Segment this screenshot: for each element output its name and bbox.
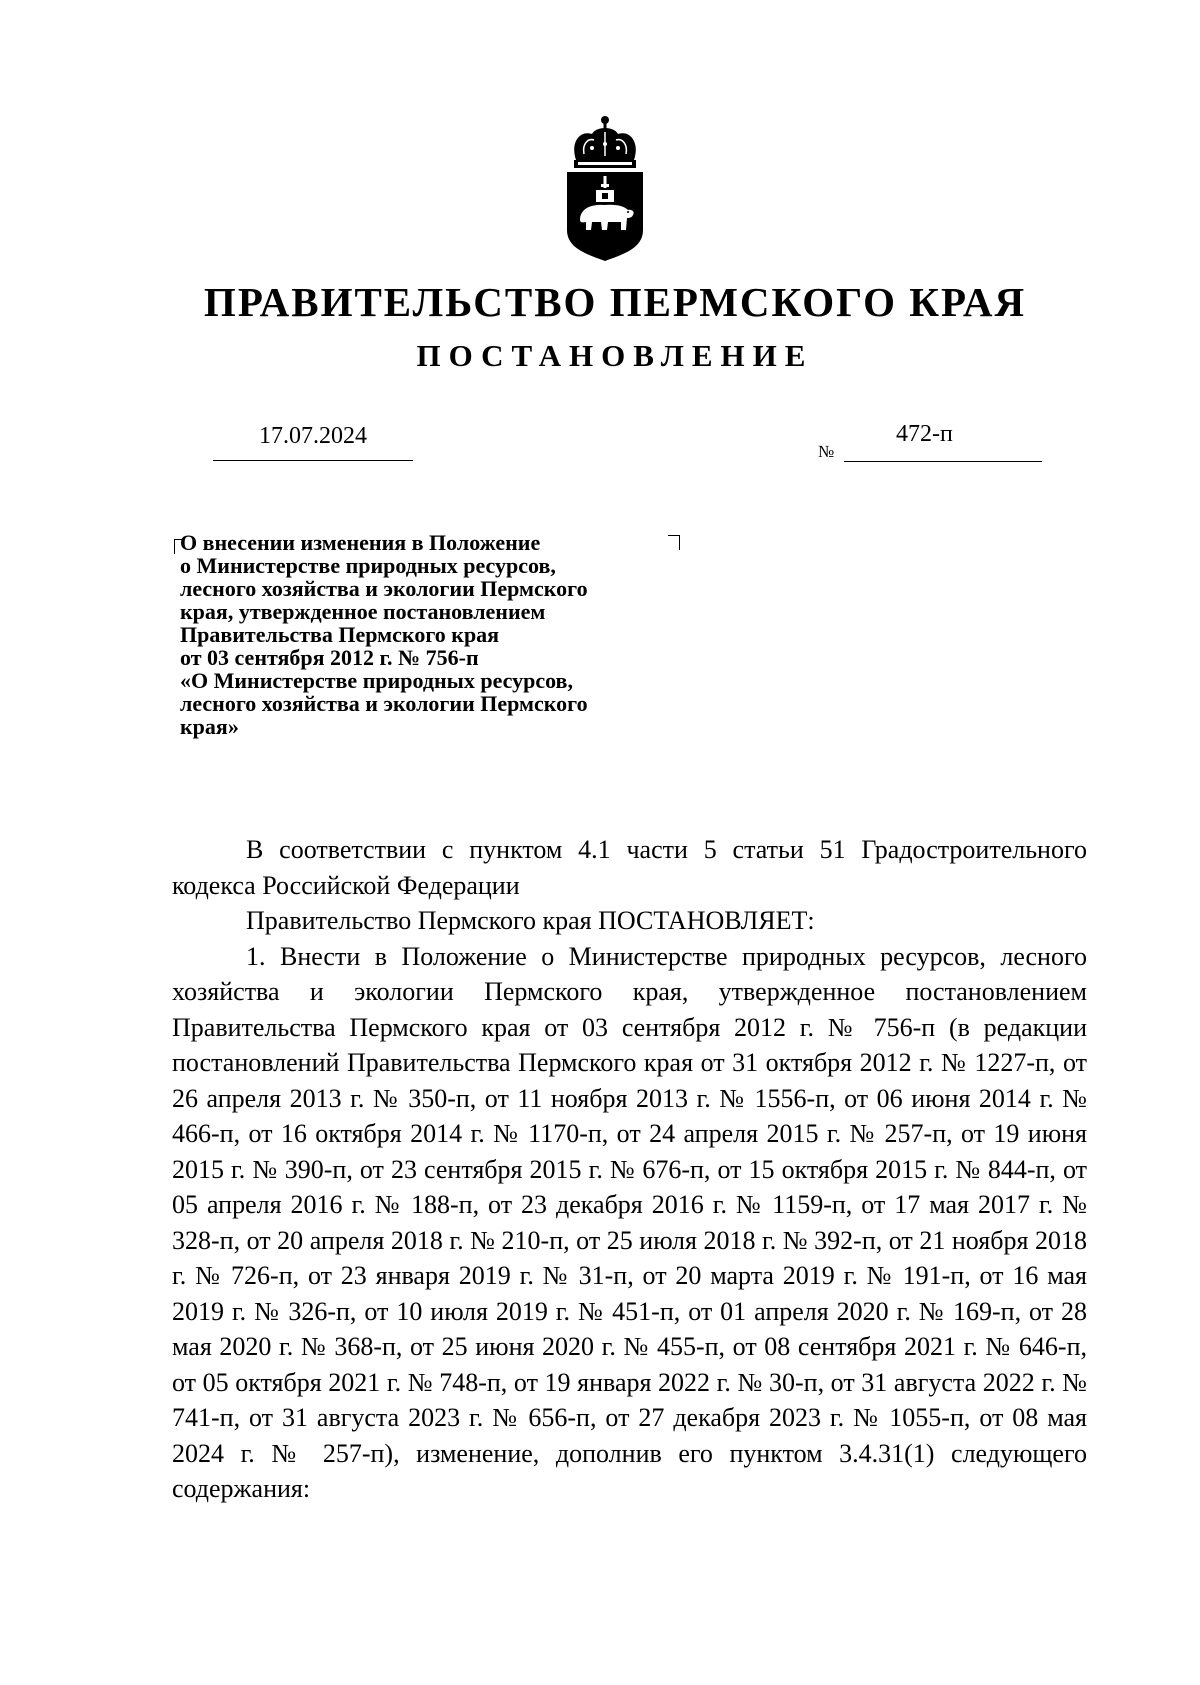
resolves-paragraph: Правительство Пермского края ПОСТАНОВЛЯЕТ: [246, 906, 815, 935]
document-date: 17.07.2024 [259, 423, 367, 449]
preamble-paragraph: В соответствии с пунктом 4.1 части 5 статьи 51 Градостроительного кодекса Российской Федерации [172, 835, 1087, 900]
subject-line: О внесении изменения в Положение [180, 530, 541, 555]
subject-line: «О Министерстве природных ресурсов, [180, 668, 573, 693]
document-subject [180, 531, 710, 738]
subject-line: о Министерстве природных ресурсов, [180, 553, 556, 578]
subject-line: лесного хозяйства и экологии Пермского [180, 576, 588, 601]
subject-line: Правительства Пермского края [180, 622, 500, 647]
document-body [172, 832, 1087, 1507]
subject-line: края, утвержденное постановлением [180, 599, 546, 624]
subject-line: лесного хозяйства и экологии Пермского [180, 691, 588, 716]
item-1-paragraph: 1. Внести в Положение о Министерстве природных ресурсов, лесного хозяйства и экологии Пермского края, утвержденное постановлением Правительства Пермского края от 03 сентября 2012 г. № 756-п (в редакции постановлений Правительства Пермского края от 31 октября 2012 г. № 1227-п, от 26 апреля 2013 г. № 350-п, от 11 ноября 2013 г. № 1556-п, от 06 июня 2014 г. № 466-п, от 16 октября 2014 г. № 1170-п, от 24 апреля 2015 г. № 257-п, от 19 июня 2015 г. № 390-п, от 23 сентября 2015 г. № 676-п, от 15 октября 2015 г. № 844-п, от 05 апреля 2016 г. № 188-п, от 23 декабря 2016 г. № 1159-п, от 17 мая 2017 г. № 328-п, от 20 апреля 2018 г. № 210-п, от 25 июля 2018 г. № 392-п, от 21 ноября 2018 г. № 726-п, от 23 января 2019 г. № 31-п, от 20 марта 2019 г. № 191-п, от 16 мая 2019 г. № 326-п, от 10 июля 2019 г. № 451-п, от 01 апреля 2020 г. № 169-п, от 28 мая 2020 г. № 368-п, от 25 июня 2020 г. № 455-п, от 08 сентября 2021 г. № 646-п, от 05 октября 2021 г. № 748-п, от 19 января 2022 г. № 30-п, от 31 августа 2022 г. № 741-п, от 31 августа 2023 г. № 656-п, от 27 декабря 2023 г. № 1055-п, от 08 мая 2024 г. № 257-п), изменение, дополнив его пунктом 3.4.31(1) следующего содержания: [172, 941, 1087, 1503]
document-date-field [213, 420, 413, 461]
subject-line: края» [180, 714, 239, 739]
document-type: ПОСТАНОВЛЕНИЕ [416, 338, 814, 373]
perm-krai-coat-of-arms-icon [562, 112, 648, 262]
number-sign: № [818, 442, 835, 461]
organization-title: ПРАВИТЕЛЬСТВО ПЕРМСКОГО КРАЯ [203, 279, 1027, 325]
subject-line: от 03 сентября 2012 г. № 756-п [180, 645, 479, 670]
document-number-field [844, 418, 1042, 462]
document-number: 472-п [896, 421, 953, 447]
